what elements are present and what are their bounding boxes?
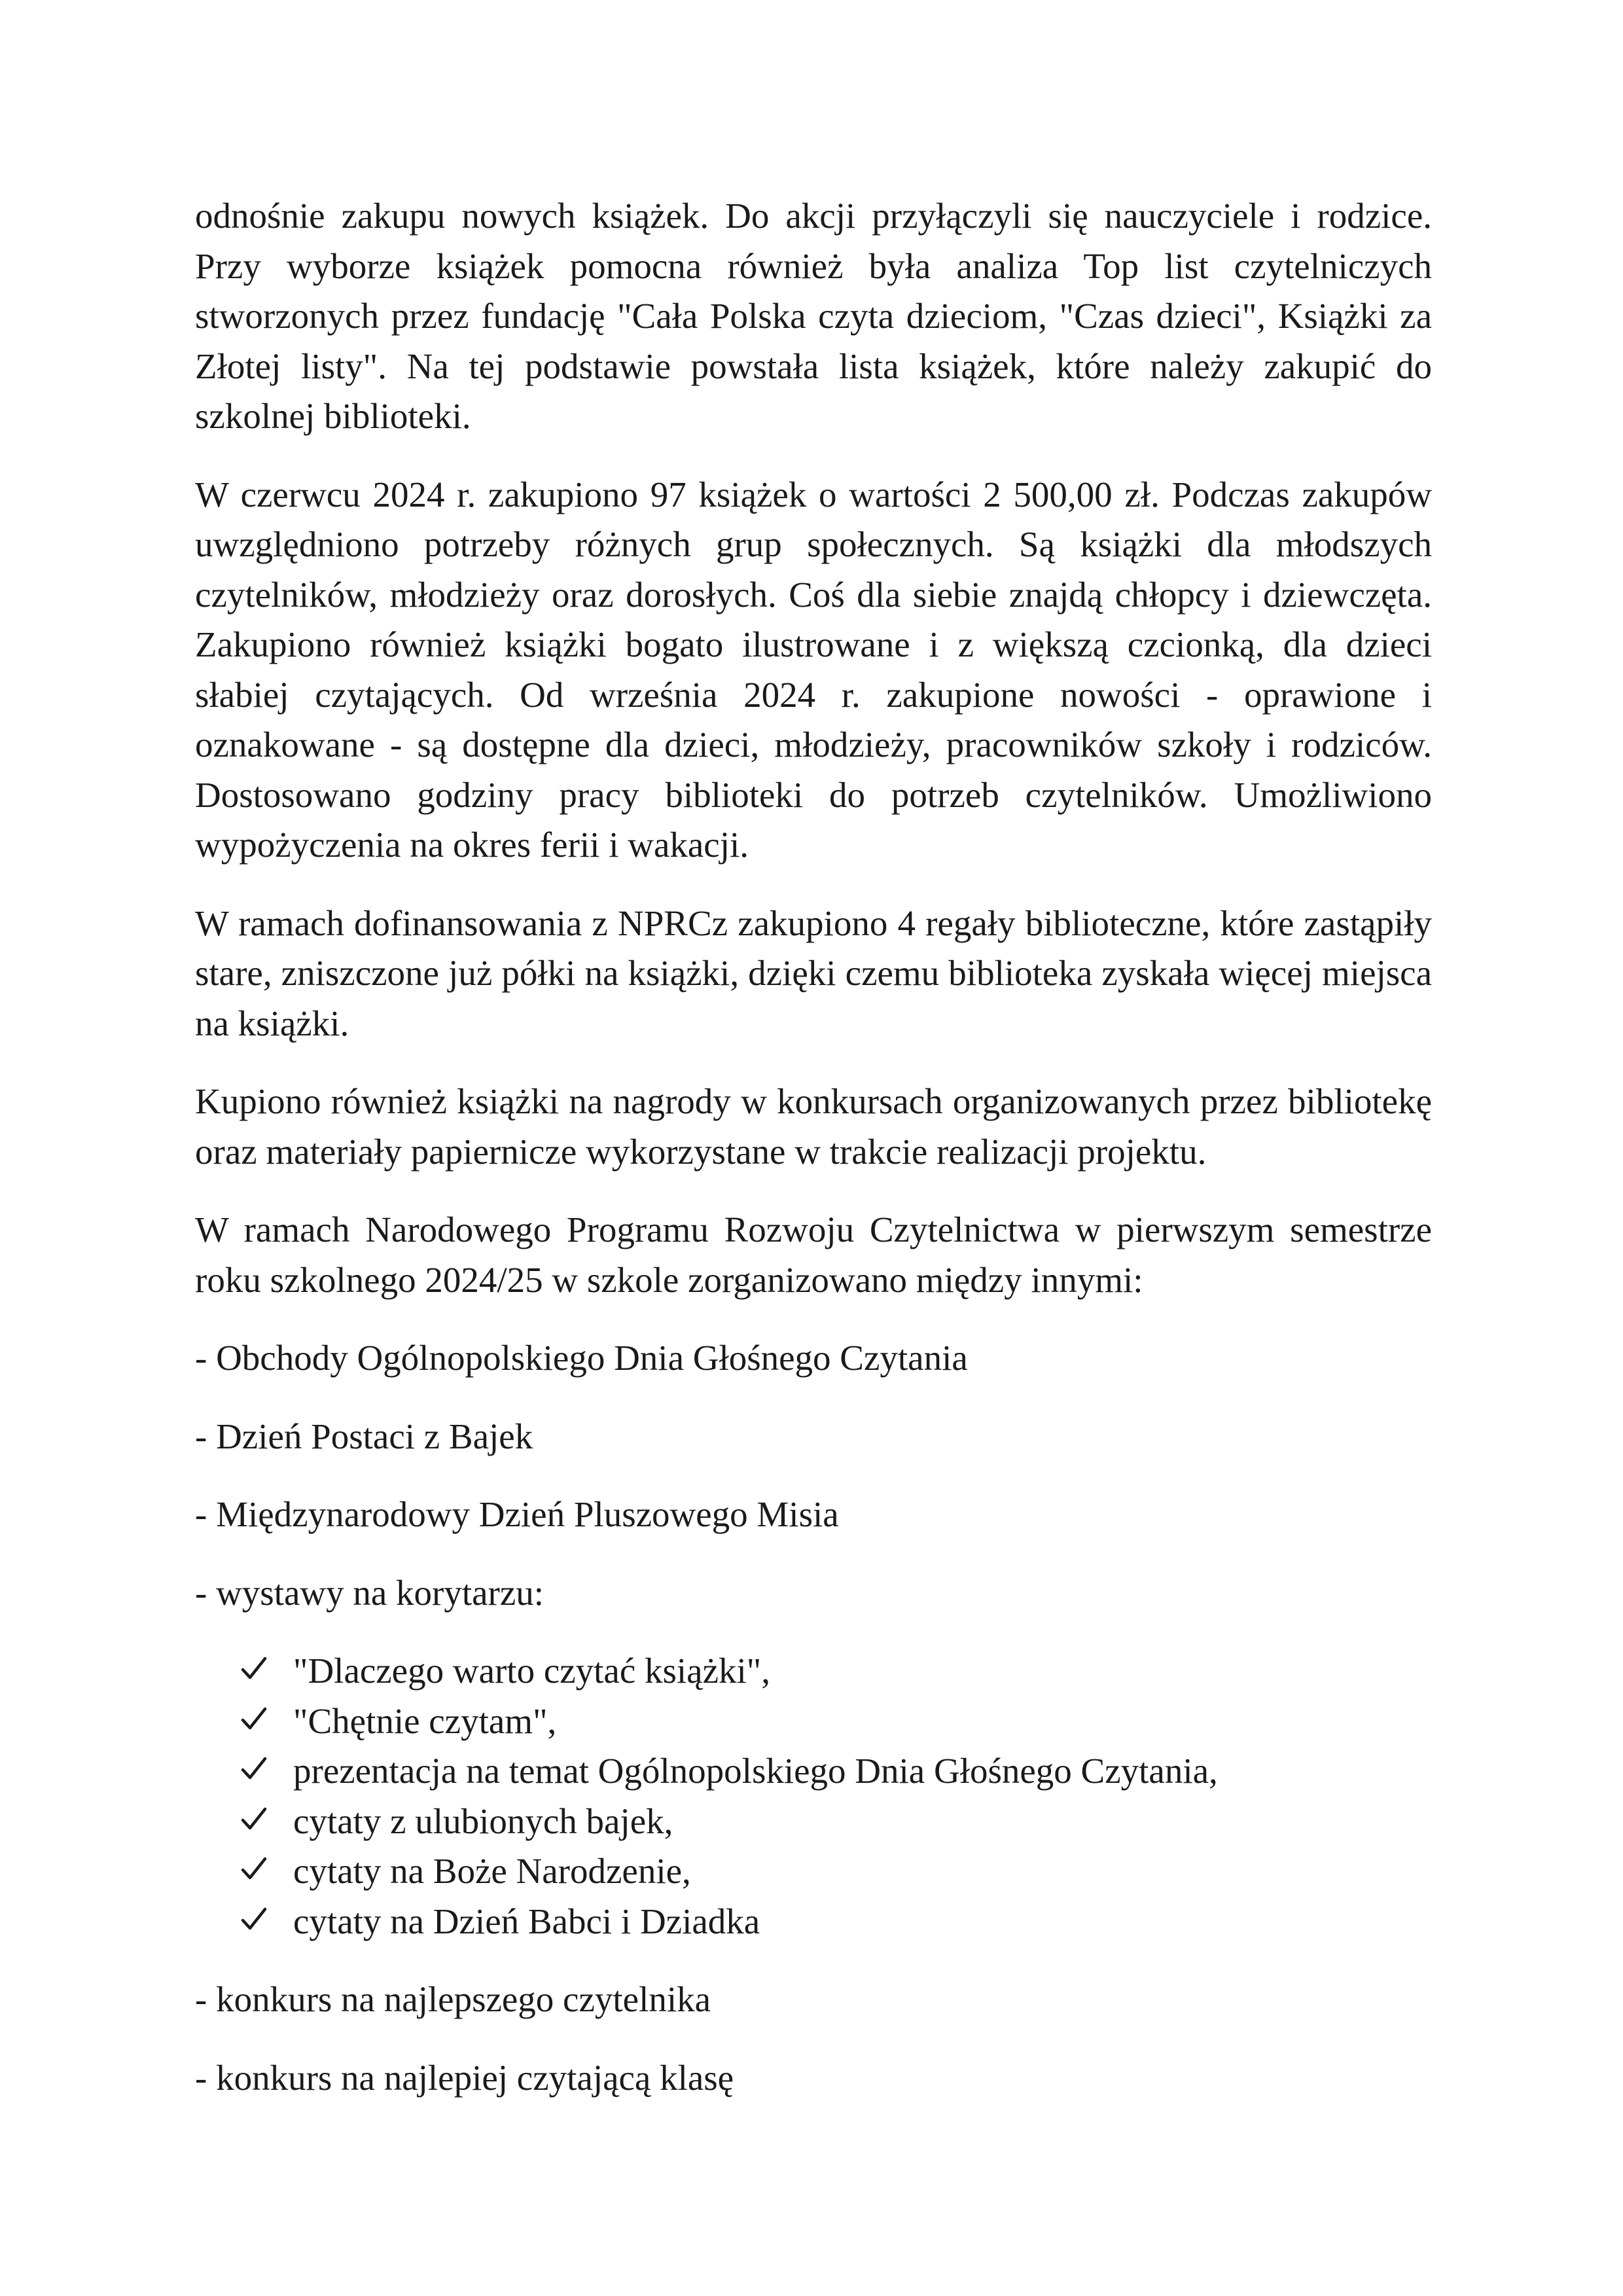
check-icon — [241, 1706, 267, 1732]
check-icon — [241, 1755, 267, 1782]
contest-item: - konkurs na najlepiej czytającą klasę — [195, 2057, 734, 2098]
checklist-item-label: "Chętnie czytam", — [293, 1700, 557, 1741]
check-icon — [241, 1906, 267, 1932]
checklist-item — [241, 1797, 1432, 1847]
checklist-item — [241, 1746, 1432, 1797]
checklist-item — [241, 1846, 1432, 1897]
event-item: - Międzynarodowy Dzień Pluszowego Misia — [195, 1494, 839, 1534]
checklist-item-label: cytaty z ulubionych bajek, — [293, 1801, 673, 1841]
paragraph-june-purchase: W czerwcu 2024 r. zakupiono 97 książek o wartości 2 500,00 zł. Podczas zakupów uwzględniono potrzeby różnych grup społecznych. Są książki dla młodszych czytelników, młodzieży oraz dorosłych. Coś dla siebie znajdą chłopcy i dziewczęta. Zakupiono również książki bogato ilustrowane i z większą czcionką, dla dzieci słabiej czytających. Od września 2024 r. zakupione nowości - oprawione i oznakowane - są dostępne dla dzieci, młodzieży, pracowników szkoły i rodziców. Dostosowano godziny pracy biblioteki do potrzeb czytelników. Umożliwiono wypożyczenia na okres ferii i wakacji. — [195, 474, 1432, 865]
paragraph-prizes: Kupiono również książki na nagrody w konkursach organizowanych przez bibliotekę oraz materiały papiernicze wykorzystane w trakcie realizacji projektu. — [195, 1081, 1432, 1172]
check-icon — [241, 1655, 267, 1681]
checklist-item — [241, 1696, 1432, 1747]
event-item: - Dzień Postaci z Bajek — [195, 1416, 533, 1456]
checklist-item — [241, 1646, 1432, 1696]
check-icon — [241, 1806, 267, 1832]
paragraph-program-intro: W ramach Narodowego Programu Rozwoju Czytelnictwa w pierwszym semestrze roku szkolnego 2024/25 w szkole zorganizowano między innymi: — [195, 1210, 1432, 1300]
checklist-item-label: cytaty na Dzień Babci i Dziadka — [293, 1901, 760, 1941]
check-icon — [241, 1856, 267, 1882]
event-item: - wystawy na korytarzu: — [195, 1572, 544, 1613]
checklist-item-label: "Dlaczego warto czytać książki", — [293, 1651, 770, 1691]
exhibitions-checklist — [195, 1646, 1432, 1946]
paragraph-book-selection: odnośnie zakupu nowych książek. Do akcji przyłączyli się nauczyciele i rodzice. Przy wyborze książek pomocna również była analiza Top list czytelniczych stworzonych przez fundację "Cała Polska czyta dzieciom, "Czas dzieci", Książki za Złotej listy". Na tej podstawie powstała lista książek, które należy zakupić do szkolnej biblioteki. — [195, 196, 1432, 436]
checklist-item-label: prezentacja na temat Ogólnopolskiego Dnia Głośnego Czytania, — [293, 1751, 1218, 1791]
checklist-item-label: cytaty na Boże Narodzenie, — [293, 1851, 691, 1891]
contest-item: - konkurs na najlepszego czytelnika — [195, 1979, 711, 2019]
document-body — [195, 191, 1432, 2131]
event-item: - Obchody Ogólnopolskiego Dnia Głośnego Czytania — [195, 1338, 968, 1378]
checklist-item — [241, 1897, 1432, 1947]
paragraph-bookshelves: W ramach dofinansowania z NPRCz zakupiono 4 regały biblioteczne, które zastąpiły stare, zniszczone już półki na książki, dzięki czemu biblioteka zyskała więcej miejsca na książki. — [195, 903, 1432, 1043]
